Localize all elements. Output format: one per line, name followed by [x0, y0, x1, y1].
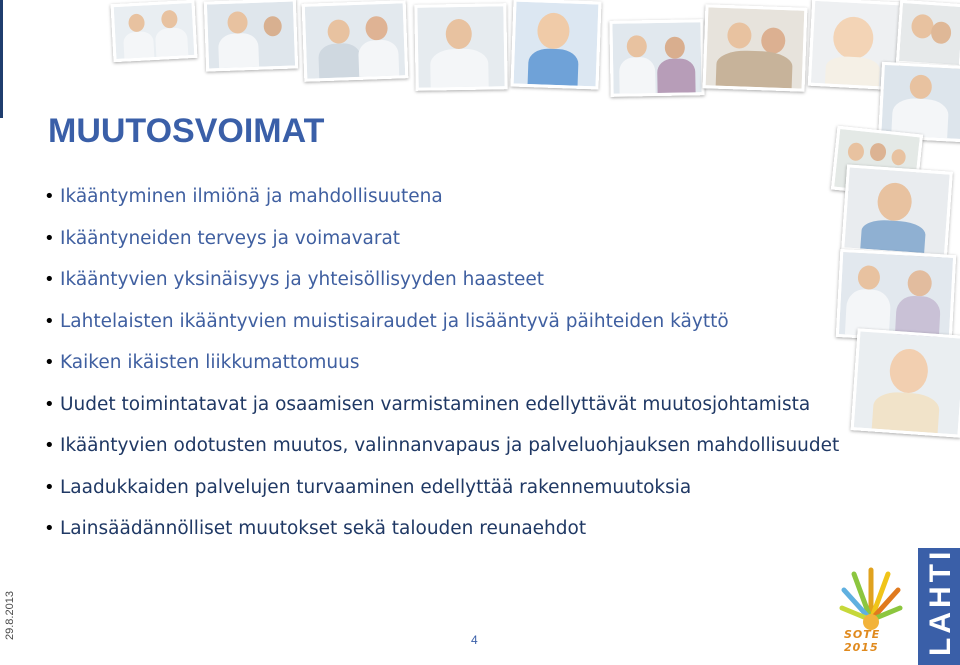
- photo-nurse-patient: [204, 0, 298, 72]
- sote-label: SOTE 2015: [844, 628, 881, 654]
- list-item: • Ikääntyvien odotusten muutos, valinnanvapaus ja palveluohjauksen mahdollisuudet: [44, 433, 839, 475]
- left-accent-bar: [0, 0, 3, 118]
- list-item: • Lahtelaisten ikääntyvien muistisairaudet ja lisääntyvä päihteiden käyttö: [44, 309, 839, 351]
- photo-senior-couple: [703, 4, 808, 92]
- photo-collage-side: [830, 120, 960, 550]
- list-item: • Ikääntyneiden terveys ja voimavarat: [44, 226, 839, 268]
- date-label: 29.8.2013: [4, 591, 16, 640]
- photo-girl: [851, 328, 960, 437]
- photo-elderly-man: [302, 0, 409, 82]
- photo-consultation: [609, 19, 704, 97]
- sote-logo: [836, 560, 906, 656]
- list-item: • Ikääntyminen ilmiönä ja mahdollisuutena: [44, 184, 839, 226]
- photo-smiling-doctor: [414, 3, 507, 91]
- page-number: 4: [471, 633, 478, 647]
- list-item: • Ikääntyvien yksinäisyys ja yhteisöllisyyden haasteet: [44, 267, 839, 309]
- slide-title: MUUTOSVOIMAT: [48, 112, 325, 150]
- lahti-logo-text: LAHTI: [924, 547, 957, 656]
- photo-doctors: [111, 0, 198, 62]
- list-item: • Uudet toimintatavat ja osaamisen varmistaminen edellyttävät muutosjohtamista: [44, 392, 839, 434]
- photo-grandparents: [896, 0, 960, 68]
- list-item: • Kaiken ikäisten liikkumattomuus: [44, 350, 839, 392]
- photo-elderly-smile: [841, 164, 953, 257]
- photo-collage-top: [0, 0, 960, 125]
- bullet-list: [44, 184, 839, 558]
- photo-child: [510, 0, 601, 90]
- lahti-logo: [918, 548, 960, 665]
- slide-date: [2, 580, 22, 640]
- list-item: • Laadukkaiden palvelujen turvaaminen edellyttää rakennemuutoksia: [44, 475, 839, 517]
- list-item: • Lainsäädännölliset muutokset sekä talouden reunaehdot: [44, 516, 839, 558]
- photo-blood-pressure: [836, 249, 956, 343]
